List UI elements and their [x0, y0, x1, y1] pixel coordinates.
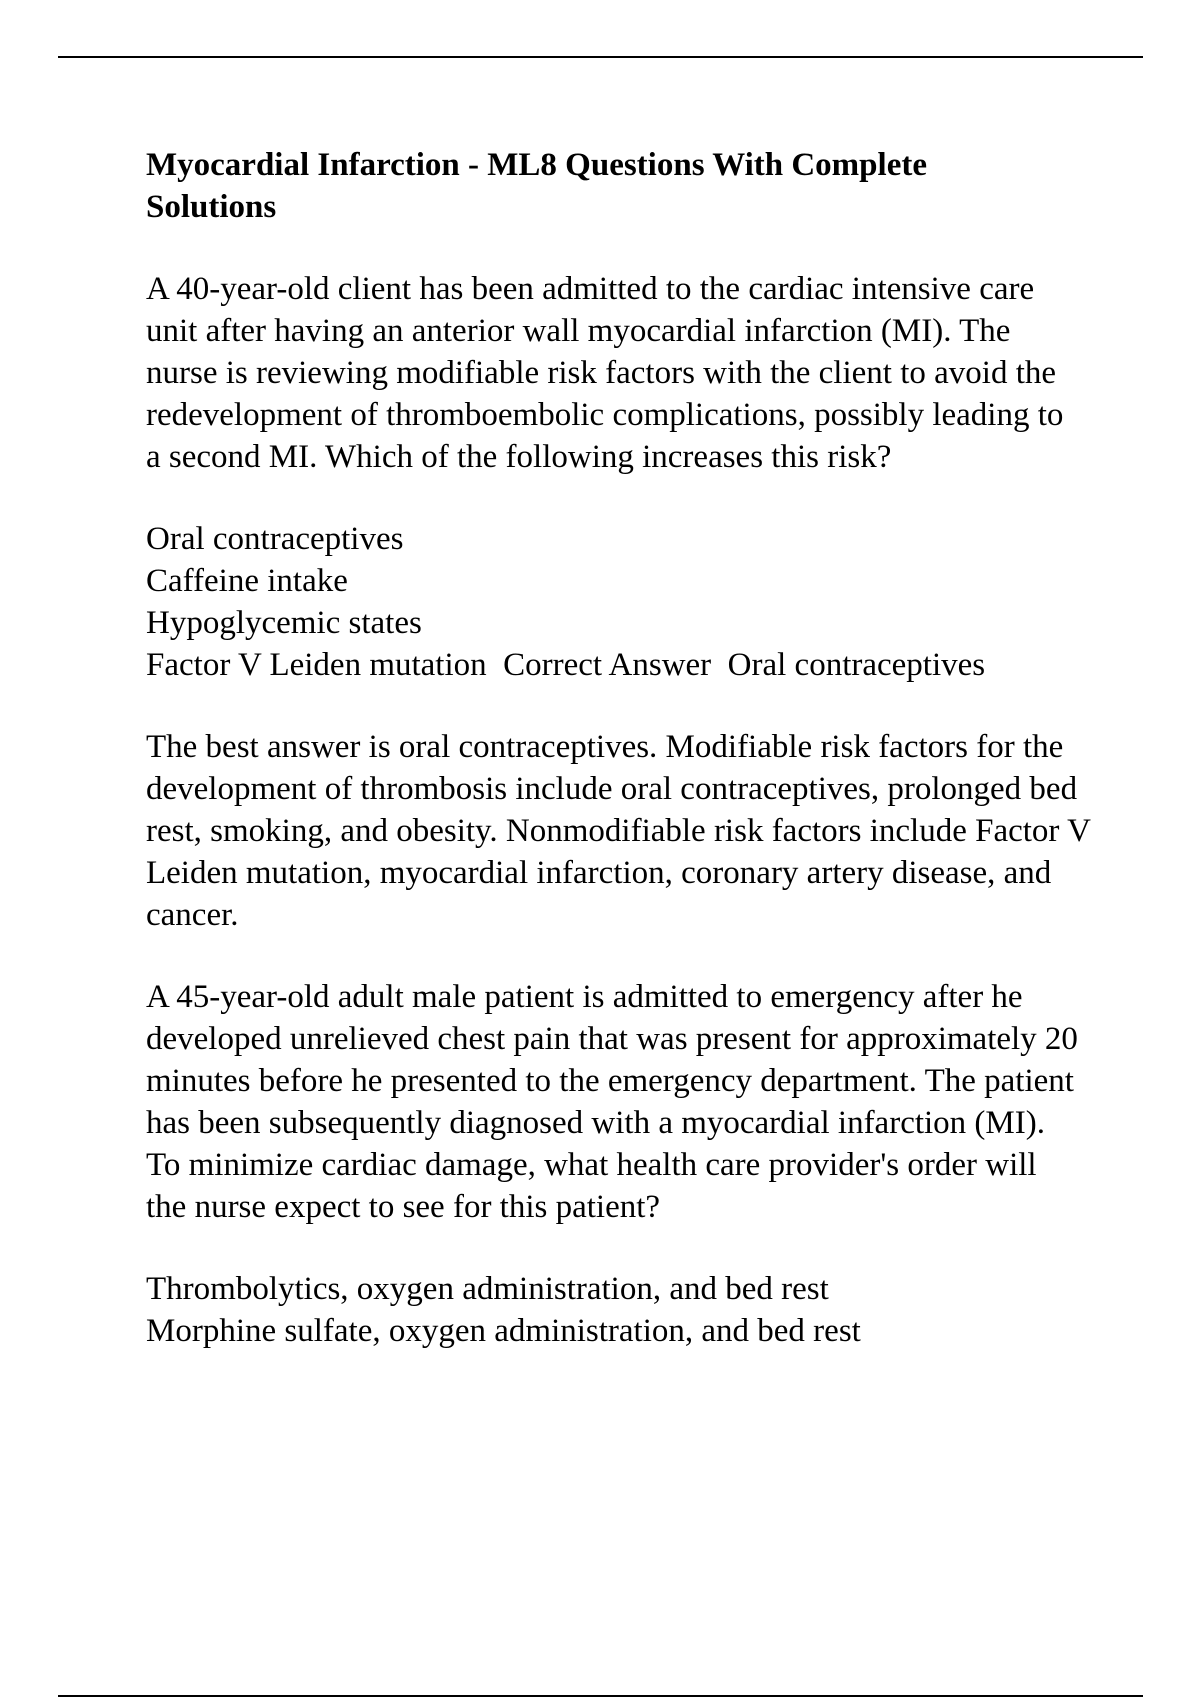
option-item-with-answer: Factor V Leiden mutation Correct Answer Oral contraceptives [146, 647, 986, 683]
question-2-options [146, 1268, 1106, 1352]
question-1-text: A 40-year-old client has been admitted to the cardiac intensive care unit after having an anterior wall myocardial infarction (MI). The nurse is reviewing modifiable risk factors with the client to avoid the redevelopment of thromboembolic complications, possibly leading to a second MI. Which of the following increases this risk? [146, 271, 1064, 475]
option-item: Morphine sulfate, oxygen administration, and bed rest [146, 1313, 861, 1349]
option-item: Caffeine intake [146, 563, 348, 599]
option-item: Thrombolytics, oxygen administration, and bed rest [146, 1271, 829, 1307]
question-1-options [146, 518, 1106, 686]
option-item: Oral contraceptives [146, 521, 404, 557]
option-item: Hypoglycemic states [146, 605, 422, 641]
header-rule [58, 56, 1143, 58]
document-body [146, 144, 1106, 1392]
document-title: Myocardial Infarction - ML8 Questions With Complete Solutions [146, 147, 927, 225]
footer-rule [58, 1695, 1143, 1697]
question-2-text: A 45-year-old adult male patient is admitted to emergency after he developed unrelieved chest pain that was present for approximately 20 minutes before he presented to the emergency department. The patient has been subsequently diagnosed with a myocardial infarction (MI). To minimize cardiac damage, what health care provider's order will the nurse expect to see for this patient? [146, 979, 1078, 1225]
question-1-explanation: The best answer is oral contraceptives. Modifiable risk factors for the development of thrombosis include oral contraceptives, prolonged bed rest, smoking, and obesity. Nonmodifiable risk factors include Factor V Leiden mutation, myocardial infarction, coronary artery disease, and cancer. [146, 729, 1091, 933]
